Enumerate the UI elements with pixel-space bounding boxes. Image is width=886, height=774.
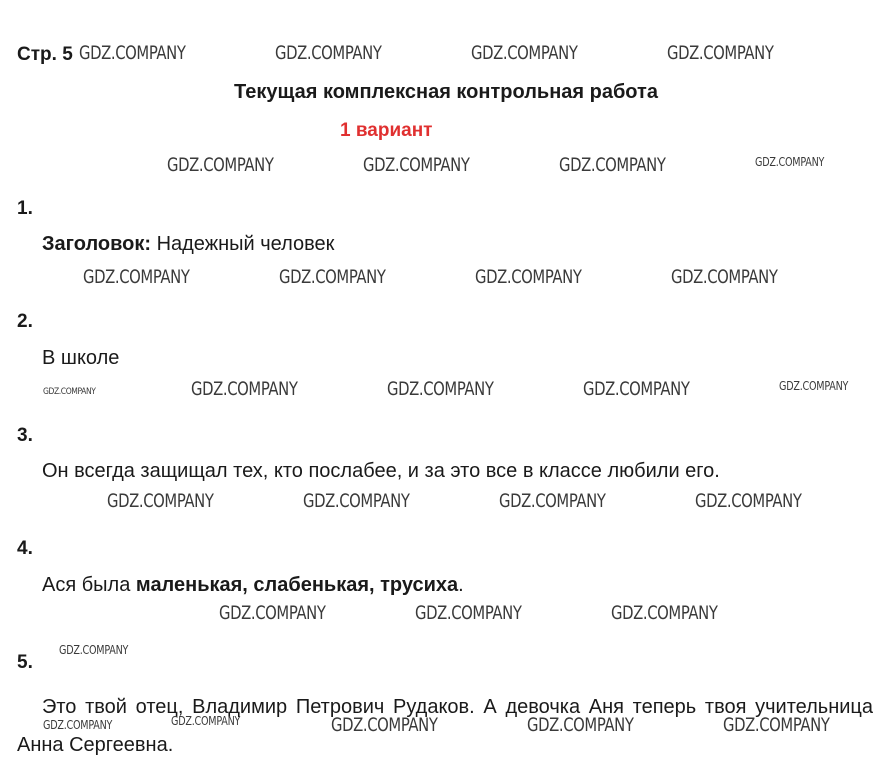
watermark: GDZ.COMPANY xyxy=(79,42,186,64)
watermark: GDZ.COMPANY xyxy=(779,379,849,393)
watermark: GDZ.COMPANY xyxy=(107,490,214,512)
watermark: GDZ.COMPANY xyxy=(583,378,690,400)
watermark: GDZ.COMPANY xyxy=(527,714,634,736)
watermark: GDZ.COMPANY xyxy=(415,602,522,624)
watermark: GDZ.COMPANY xyxy=(303,490,410,512)
watermark: GDZ.COMPANY xyxy=(695,490,802,512)
question-number-1: 1. xyxy=(17,198,33,219)
watermark: GDZ.COMPANY xyxy=(275,42,382,64)
watermark: GDZ.COMPANY xyxy=(331,714,438,736)
answer-4-bold: маленькая, слабенькая, трусиха xyxy=(135,574,459,596)
answer-3: Он всегда защищал тех, кто послабее, и за это все в классе любили его. xyxy=(42,460,720,482)
watermark: GDZ.COMPANY xyxy=(167,154,274,176)
page-number: Стр. 5 xyxy=(17,44,73,65)
answer-1 xyxy=(42,233,334,256)
watermark: GDZ.COMPANY xyxy=(363,154,470,176)
answer-5-text: Это твой отец, Владимир Петрович Рудаков. А девочка Аня теперь твоя учительница Анна Сергеевна. xyxy=(17,696,873,756)
answer-2: В школе xyxy=(42,347,120,369)
page-title: Текущая комплексная контрольная работа xyxy=(234,81,658,103)
watermark: GDZ.COMPANY xyxy=(475,266,582,288)
watermark: GDZ.COMPANY xyxy=(559,154,666,176)
answer-4-prefix: Ася была xyxy=(42,574,136,596)
watermark: GDZ.COMPANY xyxy=(219,602,326,624)
watermark: GDZ.COMPANY xyxy=(279,266,386,288)
question-number-4: 4. xyxy=(17,538,33,559)
watermark: GDZ.COMPANY xyxy=(43,387,96,397)
watermark: GDZ.COMPANY xyxy=(83,266,190,288)
watermark: GDZ.COMPANY xyxy=(471,42,578,64)
watermark: GDZ.COMPANY xyxy=(723,714,830,736)
answer-1-label: Заголовок: xyxy=(42,233,152,255)
watermark: GDZ.COMPANY xyxy=(499,490,606,512)
variant-label: 1 вариант xyxy=(340,120,433,141)
watermark: GDZ.COMPANY xyxy=(43,718,113,732)
watermark: GDZ.COMPANY xyxy=(667,42,774,64)
question-number-3: 3. xyxy=(17,425,33,446)
watermark: GDZ.COMPANY xyxy=(191,378,298,400)
answer-4 xyxy=(42,574,464,597)
question-number-2: 2. xyxy=(17,311,33,332)
watermark: GDZ.COMPANY xyxy=(59,643,129,657)
answer-4-suffix: . xyxy=(458,574,464,596)
answer-1-text: Надежный человек xyxy=(151,233,335,255)
watermark: GDZ.COMPANY xyxy=(387,378,494,400)
watermark: GDZ.COMPANY xyxy=(171,714,241,728)
watermark: GDZ.COMPANY xyxy=(671,266,778,288)
question-number-5: 5. xyxy=(17,652,33,673)
watermark: GDZ.COMPANY xyxy=(755,155,825,169)
watermark: GDZ.COMPANY xyxy=(611,602,718,624)
